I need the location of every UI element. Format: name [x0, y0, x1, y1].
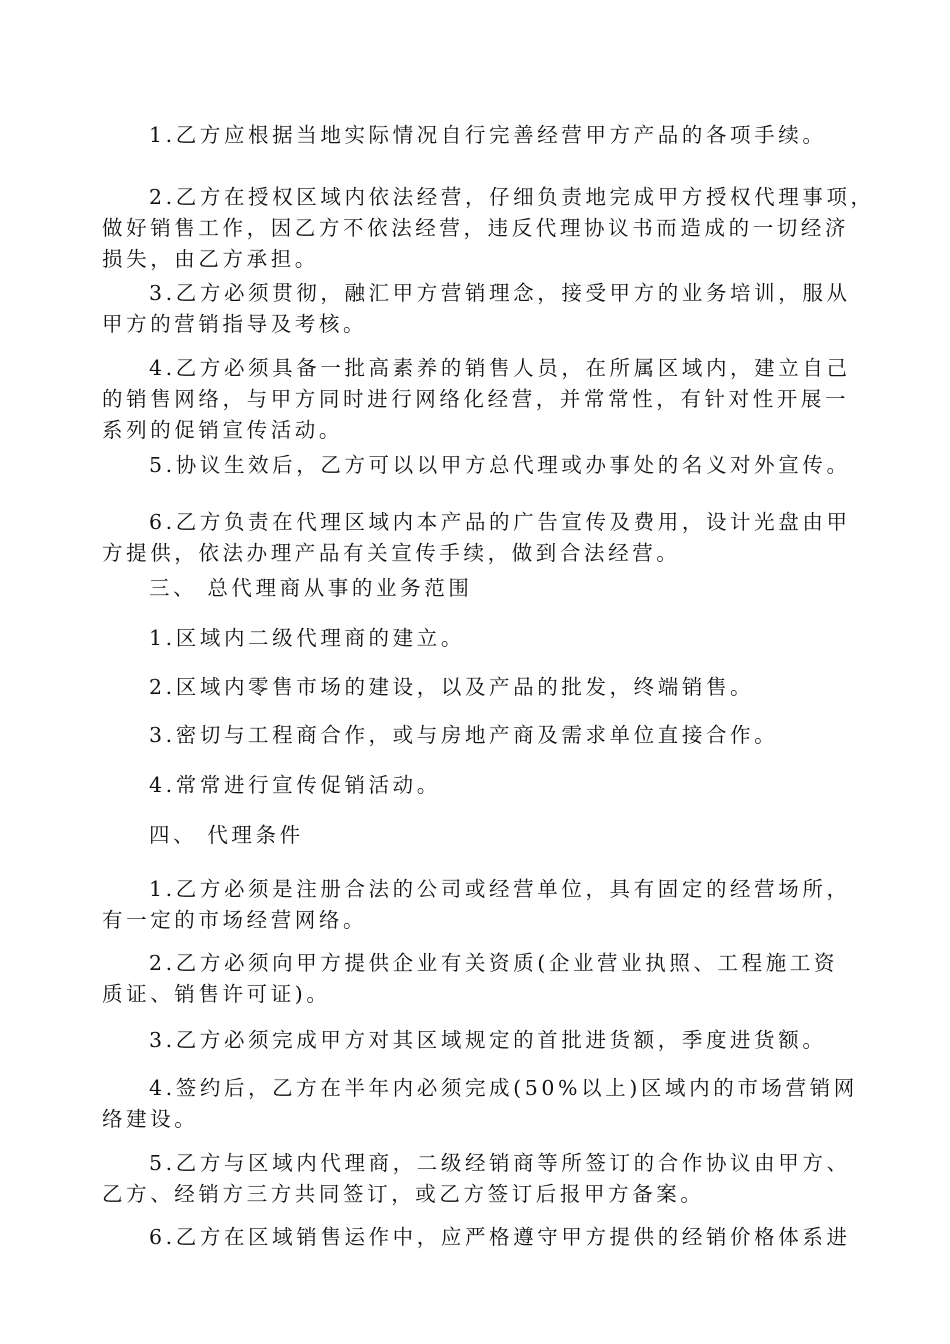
paragraph-line: 3.乙方必须完成甲方对其区域规定的首批进货额，季度进货额。 — [149, 1028, 827, 1052]
paragraph-line: 系列的促销宣传活动。 — [102, 418, 343, 442]
paragraph-line: 损失，由乙方承担。 — [102, 247, 319, 271]
paragraph — [102, 353, 850, 446]
paragraph — [102, 820, 850, 851]
paragraph-line: 乙方、经销方三方共同签订，或乙方签订后报甲方备案。 — [102, 1182, 705, 1206]
paragraph-line: 4.签约后，乙方在半年内必须完成(50%以上)区域内的市场营销网 — [149, 1076, 858, 1100]
paragraph — [102, 1148, 850, 1210]
paragraph-line: 3.密切与工程商合作，或与房地产商及需求单位直接合作。 — [149, 723, 779, 747]
paragraph-line: 5.协议生效后，乙方可以以甲方总代理或办事处的名义对外宣传。 — [149, 453, 851, 477]
paragraph-line: 络建设。 — [102, 1107, 199, 1131]
paragraph-line: 3.乙方必须贯彻，融汇甲方营销理念，接受甲方的业务培训，服从 — [149, 281, 851, 305]
paragraph — [102, 623, 850, 654]
paragraph-line: 5.乙方与区域内代理商，二级经销商等所签订的合作协议由甲方、 — [149, 1151, 851, 1175]
paragraph-line: 做好销售工作，因乙方不依法经营，违反代理协议书而造成的一切经济 — [102, 216, 850, 240]
paragraph-line: 1.区域内二级代理商的建立。 — [149, 626, 465, 650]
paragraph — [102, 874, 850, 936]
paragraph — [102, 1073, 858, 1135]
paragraph-line: 质证、销售许可证)。 — [102, 982, 331, 1006]
paragraph-line: 2.区域内零售市场的建设，以及产品的批发，终端销售。 — [149, 675, 755, 699]
paragraph-line: 甲方的营销指导及考核。 — [102, 312, 368, 336]
paragraph-line: 6.乙方在区域销售运作中，应严格遵守甲方提供的经销价格体系进 — [149, 1225, 851, 1249]
paragraph-line: 2.乙方必须向甲方提供企业有关资质(企业营业执照、工程施工资 — [149, 951, 839, 975]
paragraph — [102, 948, 850, 1010]
paragraph — [102, 672, 850, 703]
paragraph-line: 2.乙方在授权区域内依法经营，仔细负责地完成甲方授权代理事项， — [149, 185, 875, 209]
paragraph — [102, 507, 850, 569]
paragraph-line: 四、 代理条件 — [149, 823, 304, 847]
paragraph — [102, 182, 875, 275]
paragraph-line: 有一定的市场经营网络。 — [102, 908, 368, 932]
paragraph — [102, 1025, 850, 1056]
paragraph — [102, 278, 850, 340]
paragraph-line: 4.常常进行宣传促销活动。 — [149, 773, 441, 797]
paragraph — [102, 120, 850, 151]
paragraph — [102, 573, 850, 604]
paragraph-line: 三、 总代理商从事的业务范围 — [149, 576, 473, 600]
paragraph-line: 6.乙方负责在代理区域内本产品的广告宣传及费用，设计光盘由甲 — [149, 510, 851, 534]
paragraph-line: 方提供，依法办理产品有关宣传手续，做到合法经营。 — [102, 541, 681, 565]
paragraph — [102, 1222, 850, 1253]
paragraph — [102, 450, 850, 481]
paragraph — [102, 770, 850, 801]
paragraph-line: 1.乙方必须是注册合法的公司或经营单位，具有固定的经营场所， — [149, 877, 851, 901]
paragraph-line: 4.乙方必须具备一批高素养的销售人员，在所属区域内，建立自己 — [149, 356, 851, 380]
paragraph-line: 1.乙方应根据当地实际情况自行完善经营甲方产品的各项手续。 — [149, 123, 827, 147]
paragraph-line: 的销售网络，与甲方同时进行网络化经营，并常常性，有针对性开展一 — [102, 387, 850, 411]
paragraph — [102, 720, 850, 751]
